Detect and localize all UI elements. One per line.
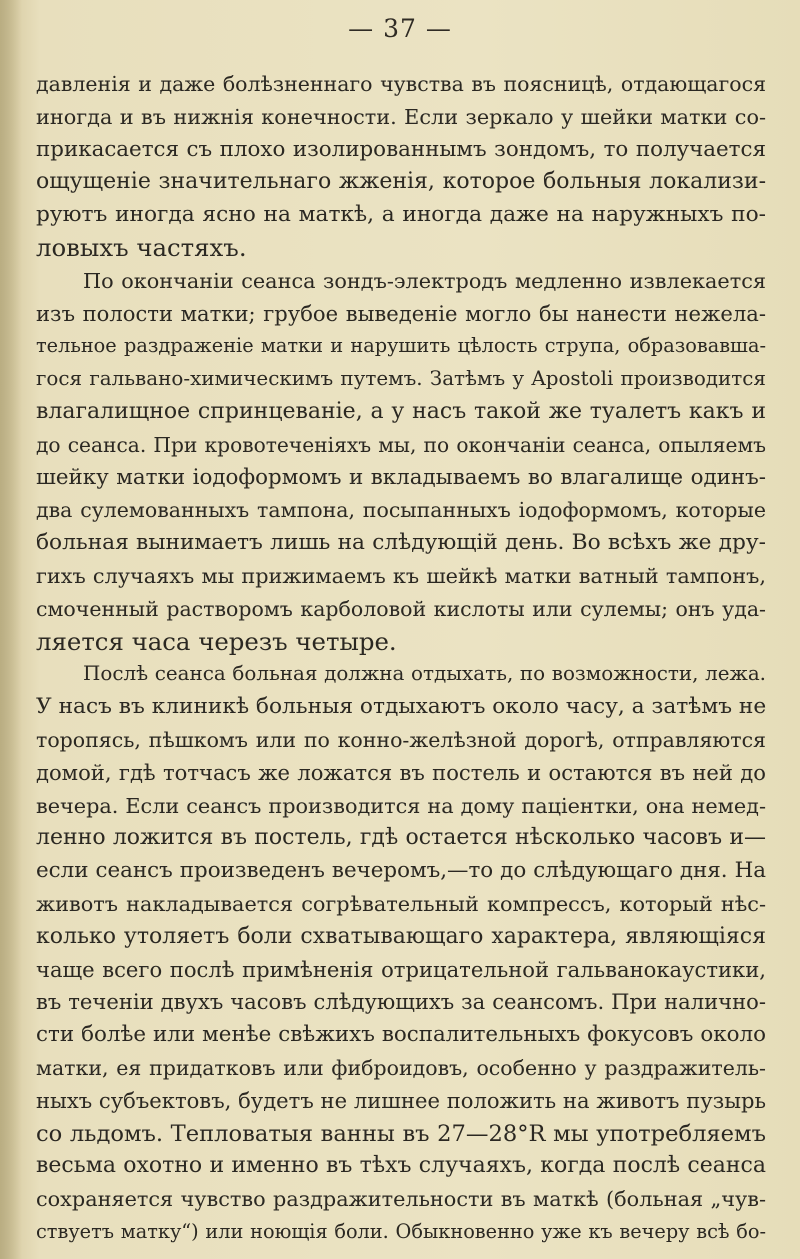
text-line: сохраняется чувство раздражительности въ маткѣ (больная „чув- (36, 1187, 766, 1212)
text-line: Послѣ сеанса больная должна отдыхать, по возможности, лежа. (83, 662, 766, 686)
body-text (36, 68, 766, 1249)
text-line: влагалищное спринцеваніе, а у насъ такой же туалетъ какъ и (36, 398, 766, 424)
text-line: больная вынимаетъ лишь на слѣдующій день. Во всѣхъ же дру- (36, 530, 766, 556)
text-line: ствуетъ матку“) или ноющія боли. Обыкновенно уже къ вечеру всѣ бо- (36, 1219, 766, 1243)
text-line: давленія и даже болѣзненнаго чувства въ поясницѣ, отдающагося (36, 72, 766, 96)
text-line: чаще всего послѣ примѣненія отрицательной гальванокаустики, (36, 956, 766, 982)
text-line: ощущеніе значительнаго жженія, которое больныя локализи- (36, 169, 766, 195)
text-line: въ теченіи двухъ часовъ слѣдующихъ за сеансомъ. При налично- (36, 989, 766, 1015)
text-line: прикасается съ плохо изолированнымъ зондомъ, то получается (36, 136, 766, 162)
text-line: руютъ иногда ясно на маткѣ, а иногда даже на наружныхъ по- (36, 202, 766, 228)
text-line: У насъ въ клиникѣ больныя отдыхаютъ около часу, а затѣмъ не (36, 694, 766, 720)
text-line: изъ полости матки; грубое выведеніе могло бы нанести нежела- (36, 300, 766, 326)
text-line: животъ накладывается согрѣвательный компрессъ, который нѣс- (36, 891, 766, 916)
text-line: смоченный растворомъ карболовой кислоты или сулемы; онъ уда- (36, 596, 766, 621)
text-line: иногда и въ нижнія конечности. Если зеркало у шейки матки со- (36, 104, 766, 129)
text-line: гихъ случаяхъ мы прижимаемъ къ шейкѣ матки ватный тампонъ, (36, 563, 766, 588)
text-line: ныхъ субъектовъ, будетъ не лишнее положить на животъ пузырь (36, 1087, 766, 1113)
text-line: ловыхъ частяхъ. (36, 232, 247, 262)
page-binding-shadow (0, 0, 22, 1259)
text-line: матки, ея придатковъ или фиброидовъ, особенно у раздражитель- (36, 1055, 766, 1080)
text-line: шейку матки іодоформомъ и вкладываемъ во влагалище одинъ- (36, 464, 766, 490)
text-line: По окончаніи сеанса зондъ-электродъ медленно извлекается (83, 268, 766, 293)
text-line: со льдомъ. Тепловатыя ванны въ 27—28°R мы употребляемъ (36, 1120, 766, 1147)
text-line: торопясь, пѣшкомъ или по конно-желѣзной дорогѣ, отправляются (36, 727, 766, 752)
text-line: если сеансъ произведенъ вечеромъ,—то до слѣдующаго дня. На (36, 858, 766, 884)
page-number: — 37 — (348, 14, 452, 43)
text-line: гося гальвано-химическимъ путемъ. Затѣмъ у Apostoli производится (36, 367, 766, 391)
text-line: ляется часа черезъ четыре. (36, 626, 397, 656)
text-line: два сулемованныхъ тампона, посыпанныхъ іодоформомъ, которые (36, 498, 766, 523)
text-line: до сеанса. При кровотеченіяхъ мы, по окончаніи сеанса, опыляемъ (36, 432, 766, 457)
text-line: домой, гдѣ тотчасъ же ложатся въ постель и остаются въ ней до (36, 759, 766, 785)
text-line: вечера. Если сеансъ производится на дому паціентки, она немед- (36, 793, 766, 818)
text-line: весьма охотно и именно въ тѣхъ случаяхъ, когда послѣ сеанса (36, 1153, 766, 1179)
text-line: ленно ложится въ постель, гдѣ остается нѣсколько часовъ и— (36, 825, 766, 851)
text-line: тельное раздраженіе матки и нарушить цѣлость струпа, образовавша- (36, 334, 766, 358)
text-line: колько утоляетъ боли схватывающаго характера, являющіяся (36, 923, 766, 949)
text-line: сти болѣе или менѣе свѣжихъ воспалительныхъ фокусовъ около (36, 1022, 766, 1048)
